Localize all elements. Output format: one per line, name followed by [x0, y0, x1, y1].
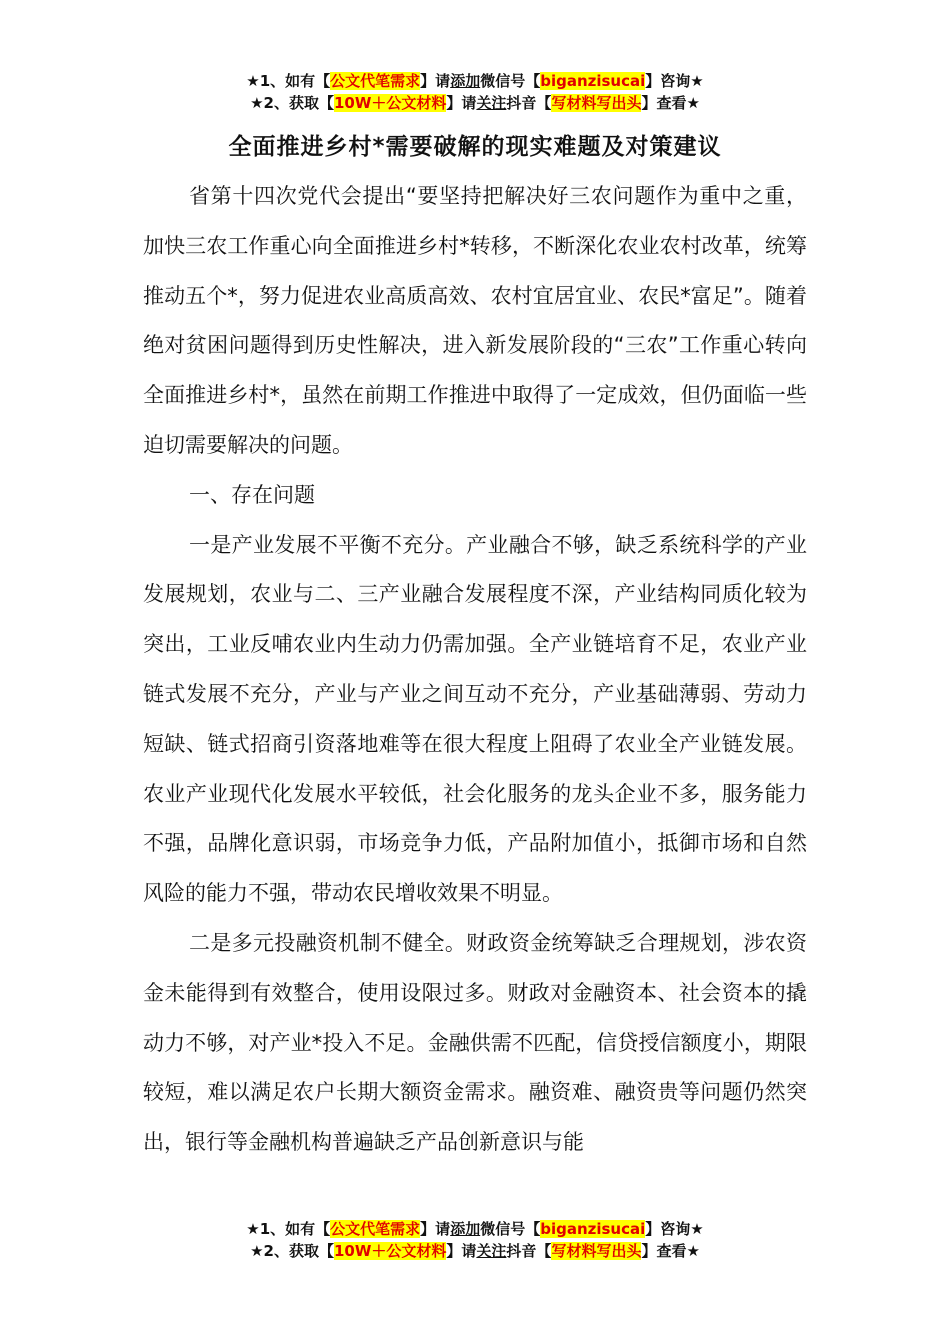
promo-text: ★1、如有【	[246, 72, 331, 90]
document-title: 全面推进乡村*需要破解的现实难题及对策建议	[228, 134, 722, 160]
promo-text: 】请	[446, 94, 477, 112]
paragraph-issue-1: 一是产业发展不平衡不充分。产业融合不够，缺乏系统科学的产业发展规划，农业与二、三产业融合发展程度不深，产业结构同质化较为突出，工业反哺农业内生动力仍需加强。全产业链培育不足，农业产业链式发展不充分，产业与产业之间互动不充分，产业基础薄弱、劳动力短缺、链式招商引资落地难等在很大程度上阻碍了农业全产业链发展。农业产业现代化发展水平较低，社会化服务的龙头企业不多，服务能力不强，品牌化意识弱，市场竞争力低，产品附加值小，抵御市场和自然风险的能力不强，带动农民增收效果不明显。	[143, 532, 807, 906]
promo-highlight: 10W＋公文材料	[333, 1242, 447, 1260]
promo-text: 抖音【	[506, 1242, 552, 1260]
promo-highlight: 写材料写出头	[551, 1242, 642, 1260]
promo-text: 微信号【	[480, 72, 541, 90]
promo-text: ★2、获取【	[250, 94, 334, 112]
promo-underline: 关注	[476, 94, 507, 112]
document-body	[143, 172, 807, 1168]
promo-highlight: 写材料写出头	[551, 94, 642, 112]
section-heading: 一、存在问题	[189, 482, 315, 507]
promo-highlight: 公文代笔需求	[330, 1220, 421, 1238]
paragraph-issue-2: 二是多元投融资机制不健全。财政资金统筹缺乏合理规划，涉农资金未能得到有效整合，使用设限过多。财政对金融资本、社会资本的撬动力不够，对产业*投入不足。金融供需不匹配，信贷授信额度小，期限较短，难以满足农户长期大额资金需求。融资难、融资贵等问题仍然突出，银行等金融机构普遍缺乏产品创新意识与能	[143, 930, 807, 1155]
promo-text: 】查看★	[641, 1242, 700, 1260]
promo-highlight: 10W＋公文材料	[333, 94, 447, 112]
header-promo-banner	[0, 70, 950, 114]
promo-text: 抖音【	[506, 94, 552, 112]
promo-line-2	[0, 92, 950, 114]
promo-text: 】查看★	[641, 94, 700, 112]
promo-underline: 添加	[450, 72, 481, 90]
promo-highlight: 公文代笔需求	[330, 72, 421, 90]
promo-text: ★1、如有【	[246, 1220, 331, 1238]
promo-text: 】咨询★	[645, 72, 704, 90]
paragraph-intro: 省第十四次党代会提出“要坚持把解决好三农问题作为重中之重，加快三农工作重心向全面推进乡村*转移，不断深化农业农村改革，统筹推动五个*，努力促进农业高质高效、农村宜居宜业、农民*富足”。随着绝对贫困问题得到历史性解决，进入新发展阶段的“三农”工作重心转向全面推进乡村*，虽然在前期工作推进中取得了一定成效，但仍面临一些迫切需要解决的问题。	[143, 184, 807, 457]
promo-text: 】咨询★	[645, 1220, 704, 1238]
promo-text: 】请	[420, 72, 451, 90]
promo-text: 】请	[420, 1220, 451, 1238]
promo-underline: 关注	[476, 1242, 507, 1260]
footer-promo-banner	[0, 1218, 950, 1262]
promo-line-2	[0, 1240, 950, 1262]
promo-highlight: biganzisucai	[540, 1220, 646, 1238]
promo-line-1	[0, 1218, 950, 1240]
promo-text: 】请	[446, 1242, 477, 1260]
promo-highlight: biganzisucai	[540, 72, 646, 90]
promo-text: 微信号【	[480, 1220, 541, 1238]
promo-text: ★2、获取【	[250, 1242, 334, 1260]
promo-line-1	[0, 70, 950, 92]
promo-underline: 添加	[450, 1220, 481, 1238]
